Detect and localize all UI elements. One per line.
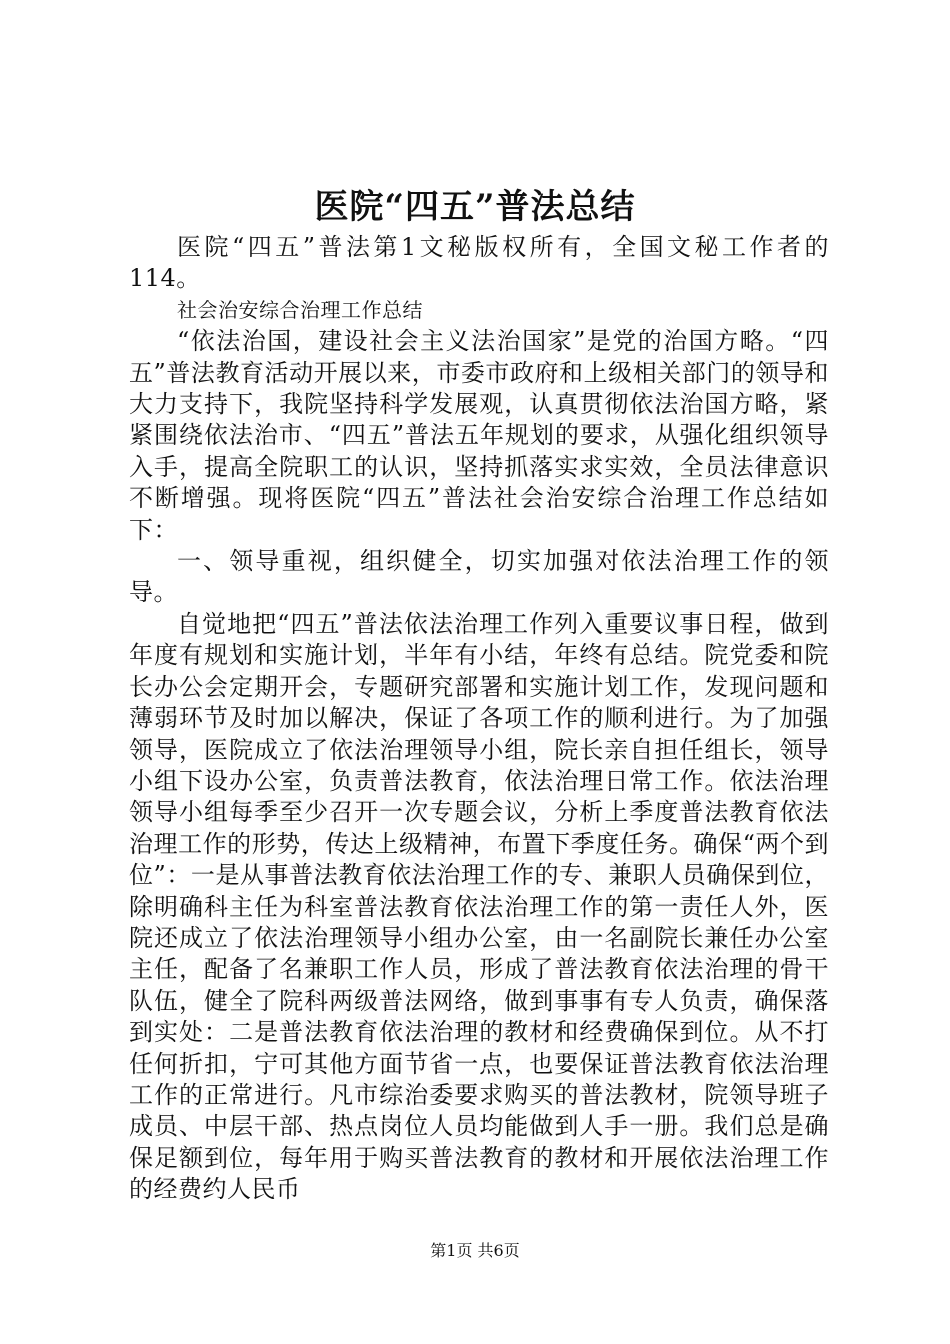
paragraph-section-heading: 一、领导重视，组织健全，切实加强对依法治理工作的领导。: [129, 547, 829, 607]
page-footer: 第1页 共6页: [430, 1241, 520, 1260]
paragraph-intro: 医院“四五”普法第1文秘版权所有，全国文秘工作者的114。: [129, 233, 829, 293]
paragraph-subtitle: 社会治安综合治理工作总结: [177, 297, 423, 322]
document-body: [129, 232, 829, 1206]
paragraph-section-body: 自觉地把“四五”普法依法治理工作列入重要议事日程，做到年度有规划和实施计划，半年有小结，年终有总结。院党委和院长办公会定期开会，专题研究部署和实施计划工作，发现问题和薄弱环节及时加以解决，保证了各项工作的顺利进行。为了加强领导，医院成立了依法治理领导小组，院长亲自担任组长，领导小组下设办公室，负责普法教育，依法治理日常工作。依法治理领导小组每季至少召开一次专题会议，分析上季度普法教育依法治理工作的形势，传达上级精神，布置下季度任务。确保“两个到位”：一是从事普法教育依法治理工作的专、兼职人员确保到位，除明确科主任为科室普法教育依法治理工作的第一责任人外，医院还成立了依法治理领导小组办公室，由一名副院长兼任办公室主任，配备了名兼职工作人员，形成了普法教育依法治理的骨干队伍，健全了院科两级普法网络，做到事事有专人负责，确保落到实处：二是普法教育依法治理的教材和经费确保到位。从不打任何折扣，宁可其他方面节省一点，也要保证普法教育依法治理工作的正常进行。凡市综治委要求购买的普法教材，院领导班子成员、中层干部、热点岗位人员均能做到人手一册。我们总是确保足额到位，每年用于购买普法教育的教材和开展依法治理工作的经费约人民币: [129, 609, 829, 1204]
document-title: 医院“四五”普法总结: [314, 187, 636, 227]
paragraph-overview: “依法治国，建设社会主义法治国家”是党的治国方略。“四五”普法教育活动开展以来，市委市政府和上级相关部门的领导和大力支持下，我院坚持科学发展观，认真贯彻依法治国方略，紧紧围绕依法治市、“四五”普法五年规划的要求，从强化组织领导入手，提高全院职工的认识，坚持抓落实求实效，全员法律意识不断增强。现将医院“四五”普法社会治安综合治理工作总结如下：: [129, 327, 829, 544]
